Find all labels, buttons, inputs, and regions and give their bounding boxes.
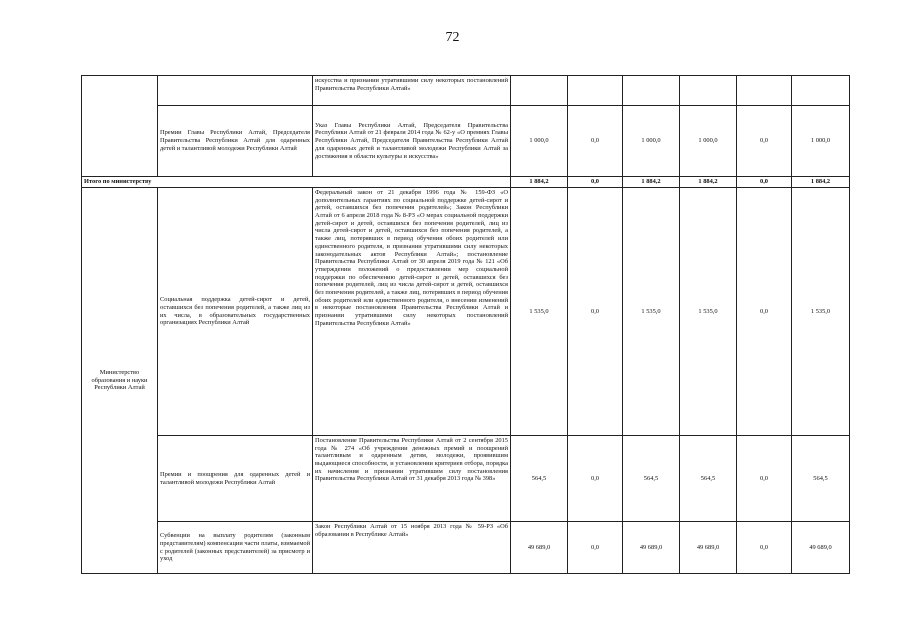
value-cell: 0,0 bbox=[737, 522, 792, 574]
basis-cell: Федеральный закон от 21 декабря 1996 года № 159-ФЗ «О дополнительных гарантиях по социальной поддержке детей-сирот и детей, оставшихся без попечения родителей»; Закон Республики Алтай от 6 апреля 2018 года № 8-РЗ «О мерах социальной поддержки детей-сирот и детей, оставшихся без попечения родителей, лиц из числа детей-сирот и детей, оставшихся без попечения родителей, а также лиц, потерявших в период обучения обоих родителей или единственного родителя, и признании утратившими силу некоторых законодательных актов Республики Алтай»; постановление Правительства Республики Алтай от 30 апреля 2019 года № 121 «Об утверждении положений о предоставлении мер социальной поддержки по обеспечению детей-сирот и детей, оставшихся без попечения родителей, лиц из числа детей-сирот и детей, оставшихся без попечения родителей, а также лиц, потерявших в период обучения обоих родителей или единственного родителя, о внесении изменений в некоторые постановления Правительства Республики Алтай и признании утратившими силу некоторых постановлений Правительства Республики Алтай» bbox=[313, 188, 511, 436]
total-value: 1 884,2 bbox=[623, 177, 680, 188]
value-cell: 0,0 bbox=[737, 106, 792, 177]
value-cell: 1 535,0 bbox=[623, 188, 680, 436]
value-cell: 564,5 bbox=[680, 436, 737, 522]
value-cell bbox=[737, 76, 792, 106]
total-row bbox=[82, 177, 850, 188]
basis-cell: Указ Главы Республики Алтай, Председателя Правительства Республики Алтай от 21 февраля 2014 года № 62-у «О премиях Главы Республики Алтай, Председателя Правительства Республики Алтай для одаренных детей и талантливой молодежи Республики Алтай за достижения в области культуры и искусства» bbox=[313, 106, 511, 177]
value-cell: 564,5 bbox=[511, 436, 568, 522]
value-cell: 1 000,0 bbox=[680, 106, 737, 177]
value-cell: 49 689,0 bbox=[623, 522, 680, 574]
value-cell: 0,0 bbox=[568, 522, 623, 574]
page-number: 72 bbox=[445, 30, 460, 45]
program-cell: Социальная поддержка детей-сирот и детей, оставшихся без попечения родителей, а также лиц из их числа, в образовательных государственных организациях Республики Алтай bbox=[158, 188, 313, 436]
value-cell: 1 535,0 bbox=[511, 188, 568, 436]
program-cell: Премии Главы Республики Алтай, Председателя Правительства Республики Алтай для одаренных детей и талантливой молодежи Республики Алтай bbox=[158, 106, 313, 177]
total-value: 0,0 bbox=[568, 177, 623, 188]
table-row bbox=[82, 522, 850, 574]
table-row bbox=[82, 106, 850, 177]
value-cell: 0,0 bbox=[737, 436, 792, 522]
value-cell bbox=[511, 76, 568, 106]
total-label: Итого по министерству bbox=[82, 177, 511, 188]
ministry-name: Министерство образования и науки Республики Алтай bbox=[82, 188, 158, 574]
value-cell bbox=[792, 76, 850, 106]
value-cell: 49 689,0 bbox=[680, 522, 737, 574]
program-cell: Премии и поощрения для одаренных детей и талантливой молодежи Республики Алтай bbox=[158, 436, 313, 522]
total-value: 1 884,2 bbox=[792, 177, 850, 188]
budget-table bbox=[81, 75, 850, 574]
basis-cell: Закон Республики Алтай от 15 ноября 2013 года № 59-РЗ «Об образовании в Республике Алтай» bbox=[313, 522, 511, 574]
value-cell: 0,0 bbox=[737, 188, 792, 436]
basis-cell: искусства и признании утратившими силу некоторых постановлений Правительства Республики Алтай» bbox=[313, 76, 511, 106]
value-cell: 1 000,0 bbox=[792, 106, 850, 177]
value-cell: 1 535,0 bbox=[680, 188, 737, 436]
total-value: 1 884,2 bbox=[511, 177, 568, 188]
total-value: 0,0 bbox=[737, 177, 792, 188]
total-value: 1 884,2 bbox=[680, 177, 737, 188]
value-cell: 564,5 bbox=[792, 436, 850, 522]
value-cell bbox=[680, 76, 737, 106]
value-cell: 0,0 bbox=[568, 188, 623, 436]
table-row bbox=[82, 436, 850, 522]
ministry-cell-empty bbox=[82, 76, 158, 177]
value-cell: 0,0 bbox=[568, 436, 623, 522]
program-cell bbox=[158, 76, 313, 106]
table-row bbox=[82, 76, 850, 106]
value-cell: 564,5 bbox=[623, 436, 680, 522]
value-cell: 0,0 bbox=[568, 106, 623, 177]
value-cell bbox=[568, 76, 623, 106]
basis-cell: Постановление Правительства Республики Алтай от 2 сентября 2015 года № 274 «Об учреждении денежных премий и поощрений талантливым и одаренным детям, молодежи, проявившим выдающиеся способности, и установлении критериев отбора, порядка их начисления и признании утратившим силу постановления Правительства Республики Алтай от 31 декабря 2013 года № 398» bbox=[313, 436, 511, 522]
value-cell: 1 535,0 bbox=[792, 188, 850, 436]
value-cell: 49 689,0 bbox=[511, 522, 568, 574]
table-row bbox=[82, 188, 850, 436]
program-cell: Субвенции на выплату родителям (законным представителям) компенсации части платы, взимаемой с родителей (законных представителей) за присмотр и уход bbox=[158, 522, 313, 574]
value-cell: 1 000,0 bbox=[511, 106, 568, 177]
value-cell: 49 689,0 bbox=[792, 522, 850, 574]
value-cell: 1 000,0 bbox=[623, 106, 680, 177]
value-cell bbox=[623, 76, 680, 106]
